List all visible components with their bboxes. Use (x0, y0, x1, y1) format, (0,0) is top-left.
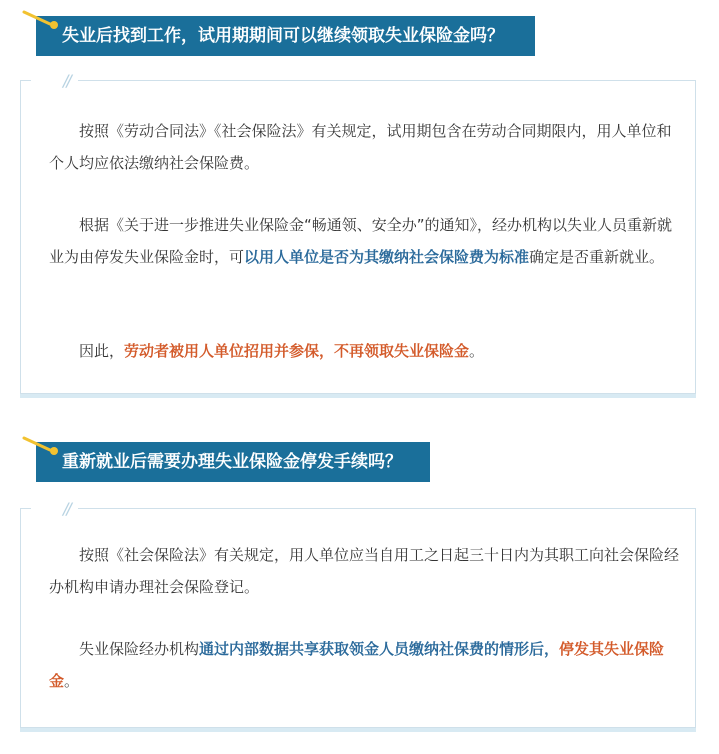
paragraph: 按照《劳动合同法》《社会保险法》有关规定，试用期包含在劳动合同期限内，用人单位和个人均应依法缴纳社会保险费。 (49, 122, 672, 172)
paragraph: 失业保险经办机构通过内部数据共享获取领金人员缴纳社保费的情形后，停发其失业保险金。 (49, 640, 665, 690)
highlight-text: 停发其失业保险金 (49, 640, 665, 690)
paragraph: 因此，劳动者被用人单位招用并参保，不再领取失业保险金。 (79, 342, 485, 360)
section-title: 失业后找到工作，试用期期间可以继续领取失业保险金吗？ (36, 16, 535, 56)
pin-icon (20, 8, 64, 30)
content-card (20, 499, 696, 728)
highlight-text: 劳动者被用人单位招用并参保，不再领取失业保险金 (124, 342, 470, 360)
quote-icon: // (55, 499, 78, 518)
highlight-text: 以用人单位是否为其缴纳社会保险费为标准 (244, 248, 530, 266)
paragraph: 按照《社会保险法》有关规定，用人单位应当自用工之日起三十日内为其职工向社会保险经办机构申请办理社会保险登记。 (49, 546, 680, 596)
section-title: 重新就业后需要办理失业保险金停发手续吗？ (36, 442, 430, 482)
section-stop-procedure (0, 426, 719, 754)
quote-icon: // (55, 71, 78, 90)
content-card (20, 71, 696, 394)
highlight-text: 通过内部数据共享获取领金人员缴纳社保费的情形后， (199, 640, 560, 658)
paragraph: 根据《关于进一步推进失业保险金“畅通领、安全办”的通知》，经办机构以失业人员重新就业为由停发失业保险金时，可以用人单位是否为其缴纳社会保险费为标准确定是否重新就业。 (49, 216, 673, 266)
pin-icon (20, 434, 64, 456)
